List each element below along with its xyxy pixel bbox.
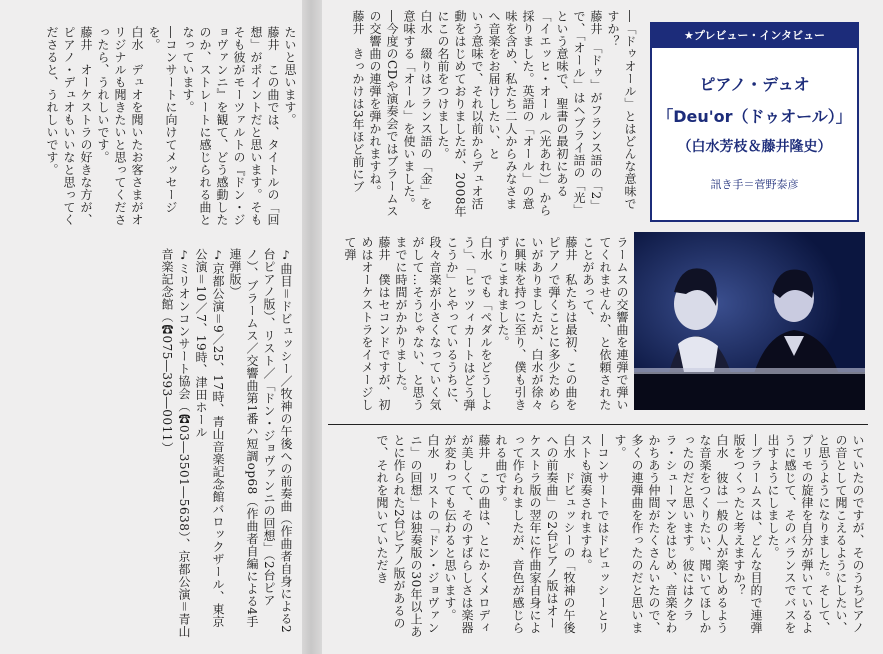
concert-program: ♪曲目＝ドビュッシー／牧神の午後への前奏曲（作曲者自身による2台ピアノ版）、リスト／「ドン・ジョヴァンニの回想」（2台ピアノ）、ブラームス／交響曲第1番ハ短調op68（作曲者自編による4手連弾版） [228, 248, 293, 634]
concert-info-text [10, 248, 294, 638]
left-page [0, 0, 302, 654]
right-bottom-para-7: 白水 リストの「ドン・ジョヴァンニ」の回想」は独奏版の30年以上あとに作られた2台ピアノ版があるので、それを聞いていただき [375, 434, 440, 638]
right-top-text [322, 10, 638, 220]
interviewer-credit: 訊き手＝菅野泰彦 [710, 178, 799, 191]
book-gutter [302, 0, 322, 654]
right-bottom-para-6: 藤井 この曲は、とにかくメロディが美しくて、そのすばらしさは楽器が変わっても伝わると思います。 [443, 434, 491, 634]
left-top-para-5: 藤井 オーケストラの好きな方が、ピアノ・デュオもいいなと思ってくださると、うれしいです。 [45, 26, 93, 226]
title-box [650, 22, 859, 222]
duo-photo [634, 232, 865, 410]
left-top-para-1: たいと思います。 [283, 26, 297, 126]
right-top-para-5: 白水 綴りはフランス語の「金」を意味する「オール」を使いました。 [402, 10, 433, 210]
preview-interview-label: ★プレビュー・インタビュー [652, 24, 857, 48]
right-top-para-7: 藤井 きっかけは3年ほど前にブ [351, 10, 365, 194]
right-top-para-1: ―「ドゥオール」とはどんな意味ですか？ [606, 10, 637, 210]
right-top-para-4: いう意味で、それ以前からデュオ活動をはじめておりましたが、2008年にこの名前をつけました。 [436, 10, 484, 218]
left-top-para-4: 白水 デュオを聞いたお客さまがオリジナルも聞きたいと思ってくださったら、うれしいです。 [96, 26, 144, 226]
left-top-para-2: 藤井 この曲では、タイトルの「回想」がポイントだと思います。そもそも彼がモーツァルトの『ドン・ジョヴァンニ』を観て、どう感動したのか、ストレートに感じられる曲となっています。 [181, 26, 280, 226]
right-bottom-para-1: いていたのですが、そのうちピアノの音として聞こえるようにしたい、と思うようになりました。そして、プリモの旋律を自分が弾いているように感じて、そのバランスでバスを出すようにしました。 [766, 434, 865, 634]
right-top-para-3: 「イエッヒ・オール（光あれ）」から採りました。英語の「オール」の意味を含め、私たち二人からみなさまへ音楽をお届けしたい、と [487, 10, 552, 217]
right-bottom-para-4: ―コンサートではドビュッシーとリストも演奏されますね。 [579, 434, 610, 634]
right-mid-para-3: 白水 でも「ペダルをどうしよう」、「ヒッツィカートはどう弾こうか」とやっているうちに、段々音楽が小さくなっていく気がして…そうじゃない、と思うまでに時間がかかりました。 [394, 236, 493, 412]
article-title-line2: 「Deu'or（ドゥオール）」 [657, 107, 852, 126]
article-title-line3: （白水芳枝＆藤井隆史） [677, 139, 832, 155]
right-mid-para-2: 藤井 私たちは最初、この曲をピアノで弾くことに多少ためらいがありましたが、白水が徐々に興味を持つに至り、僕も引きずりこまれました。 [496, 236, 578, 411]
article-title-line1: ピアノ・デュオ [699, 75, 810, 94]
right-bottom-para-2: ―ブラームスは、どんな目的で連弾版をつくったと考えますか？ [732, 434, 763, 634]
right-mid-text [322, 236, 630, 420]
left-top-para-3: ―コンサートに向けてメッセージを。 [147, 26, 178, 214]
right-top-para-2: 藤井 「ドゥ」がフランス語の「2」で、「オール」はヘブライ語の「光」という意味で、聖書の最初にある [555, 10, 603, 217]
concert-dates: ♪京都公演＝9／25、17時、青山音楽記念館バロックザール、東京公演＝10／7、19時、津田ホール [194, 248, 225, 629]
right-bottom-text [322, 434, 866, 640]
right-mid-para-1: ラームスの交響曲を連弾で弾いてくれませんか、と依頼されたことがあって、 [581, 236, 629, 411]
left-top-text [8, 26, 298, 234]
mid-divider [328, 424, 868, 425]
right-bottom-para-5: 白水 ドビュッシーの「牧神の午後への前奏曲」の2台ピアノ版はオーケストラ版の翌年に作曲家自身によって作られましたが、音色が感じられる曲です。 [494, 434, 576, 634]
right-mid-para-4: 藤井 僕はセコンドですが、初めはオーケストラをイメージして弾 [343, 236, 391, 411]
duo-photo-illustration [634, 232, 865, 410]
right-bottom-para-3: 白水 彼は一般の人が楽しめるような音楽をつくりたい、聞いてほしかったのだと思います。彼にはクララ・シューマンをはじめ、音楽をわかちあう仲間がたくさんいたので、多くの連弾曲を作ったのだと思います。 [613, 434, 729, 634]
concert-contact: ♪ミリオンコンサート協会（☎03―3501―5638）、京都公演＝青山音楽記念館（☎075―393―0011） [160, 248, 191, 638]
right-top-para-6: ―今度のCDや演奏会ではブラームスの交響曲の連弾を弾かれますね。 [368, 10, 399, 218]
